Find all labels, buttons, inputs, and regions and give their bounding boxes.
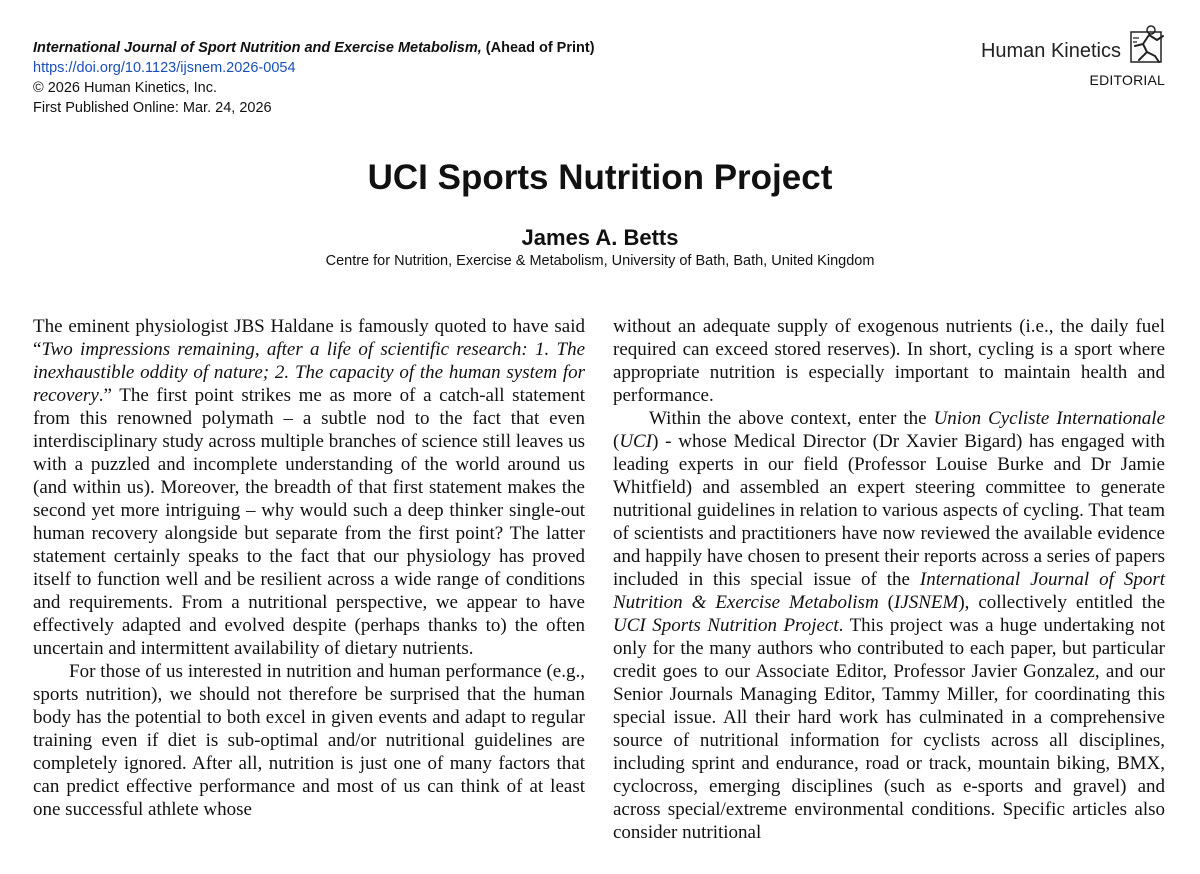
body-column-right — [613, 315, 1165, 844]
paragraph-4-text-d: ( — [878, 592, 894, 613]
journal-citation — [33, 38, 595, 58]
body-column-left — [33, 315, 585, 821]
paragraph-4-text-c: ) - whose Medical Director (Dr Xavier Bigard) has engaged with leading experts in our field (Professor Louise Burke and Dr Jamie Whitfield) and assembled an expert steering committee to generate nutritional guidelines in relation to various aspects of cycling. That team of scientists and practitioners have now reviewed the available evidence and happily have chosen to present their reports across a series of papers included in this special issue of the — [613, 431, 1165, 590]
project-name: UCI Sports Nutrition Project — [613, 615, 839, 636]
paragraph-4-text-a: Within the above context, enter the — [649, 408, 934, 429]
publisher-name: Human Kinetics — [980, 40, 1121, 62]
journal-reference: International Journal of Sport Nutrition & Exercise Metabolism — [613, 569, 1165, 613]
doi-link[interactable]: https://doi.org/10.1123/ijsnem.2026-0054 — [33, 60, 296, 76]
uci-abbrev: UCI — [619, 431, 653, 452]
paragraph-2: For those of us interested in nutrition and human performance (e.g., sports nutrition), we should not therefore be surprised that the human body has the potential to both excel in given events and adapt to regular training even if diet is sub-optimal and/or nutritional guidelines are completely ignored. After all, nutrition is just one of many factors that can predict effective performance and most of us can think of at least one successful athlete whose — [33, 661, 585, 820]
uci-full-name: Union Cycliste Internationale — [933, 408, 1166, 429]
paragraph-4-text-e: ), collectively entitled the — [958, 592, 1166, 613]
article-header-info — [33, 38, 595, 118]
copyright-line: © 2026 Human Kinetics, Inc. — [33, 80, 217, 96]
author-name: James A. Betts — [521, 225, 679, 250]
paragraph-1 — [33, 315, 585, 660]
journal-name: International Journal of Sport Nutrition and Exercise Metabolism, — [33, 40, 482, 56]
paragraph-3: without an adequate supply of exogenous nutrients (i.e., the daily fuel required can exceed stored reserves). In short, cycling is a sport where appropriate nutrition is especially important to maintain health and performance. — [613, 316, 1165, 406]
ijsnem-abbrev: IJSNEM — [893, 592, 959, 613]
author-affiliation: Centre for Nutrition, Exercise & Metabolism, University of Bath, Bath, United Kingdom — [325, 253, 875, 269]
paragraph-4-text-b: ( — [613, 431, 620, 452]
article-title: UCI Sports Nutrition Project — [367, 158, 833, 197]
article-type-label: EDITORIAL — [1089, 72, 1165, 88]
publication-date: First Published Online: Mar. 24, 2026 — [33, 100, 272, 116]
paragraph-4-text-f: . This project was a huge undertaking not only for the many authors who contributed to each paper, but particular credit goes to our Associate Editor, Professor Javier Gonzalez, and our Senior Journals Managing Editor, Tammy Miller, for coordinating this special issue. All their hard work has culminated in a comprehensive source of nutritional information for cyclists across all disciplines, including sprint and endurance, road or track, mountain biking, BMX, cyclocross, emerging disciplines (such as e-sports and gravel) and across special/extreme environmental conditions. Specific articles also consider nutritional — [613, 615, 1165, 843]
haldane-quote: Two impressions remaining, after a life of scientific research: 1. The inexhaustible oddity of nature; 2. The capacity of the human system for recovery — [33, 339, 585, 406]
human-kinetics-logo-icon — [1129, 24, 1165, 64]
journal-status: (Ahead of Print) — [481, 40, 595, 56]
publisher-block — [981, 24, 1165, 88]
paragraph-4 — [613, 407, 1165, 844]
paragraph-1-text-b: .” The first point strikes me as more of a catch-all statement from this renowned polymath – a subtle nod to the fact that even interdisciplinary study across multiple branches of science still leaves us with a puzzled and incomplete understanding of the world around us (and within us). Moreover, the breadth of that first statement makes the second yet more intriguing – why would such a deep thinker single-out human recovery alongside but separate from the first point? The latter statement certainly speaks to the fact that our physiology has proved itself to function well and be resilient across a wide range of conditions and requirements. From a nutritional perspective, we appear to have effectively adapted and evolved despite (perhaps thanks to) the often uncertain and intermittent availability of dietary nutrients. — [33, 385, 585, 659]
paragraph-1-text-a: The eminent physiologist JBS Haldane is famously quoted to have said “ — [33, 316, 585, 360]
